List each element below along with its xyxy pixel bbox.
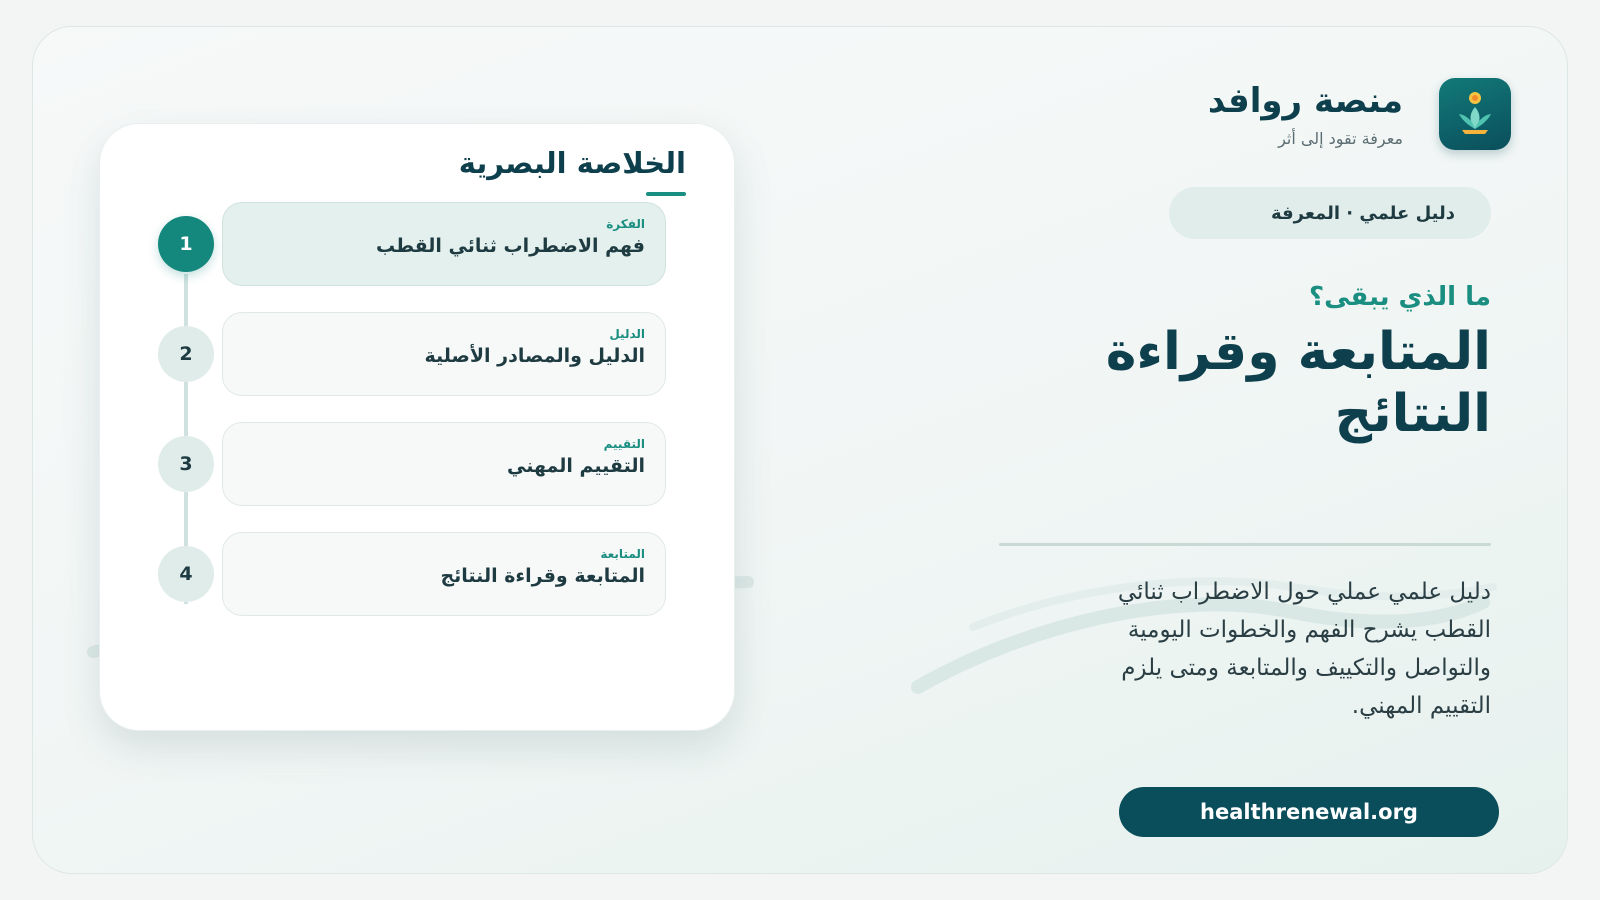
step-number-1: 1 <box>158 216 214 272</box>
step-item-followup[interactable] <box>222 532 666 616</box>
lotus-sun-icon <box>1439 78 1511 150</box>
step-number-3: 3 <box>158 436 214 492</box>
step-tag: الفكرة <box>606 217 645 231</box>
step-label: المتابعة وقراءة النتائج <box>440 565 645 587</box>
step-tag: التقييم <box>603 437 645 451</box>
step-number-4: 4 <box>158 546 214 602</box>
brand-text <box>1208 81 1403 148</box>
section-question: ما الذي يبقى؟ <box>1309 282 1491 312</box>
website-link[interactable]: healthrenewal.org <box>1119 787 1499 837</box>
step-label: الدليل والمصادر الأصلية <box>424 345 645 367</box>
step-number-2: 2 <box>158 326 214 382</box>
step-tag: المتابعة <box>600 547 645 561</box>
brand-header <box>1208 78 1511 150</box>
step-item-evidence[interactable] <box>222 312 666 396</box>
step-label: فهم الاضطراب ثنائي القطب <box>375 235 645 257</box>
brand-tagline: معرفة تقود إلى أثر <box>1278 128 1403 148</box>
category-pill: دليل علمي · المعرفة <box>1169 187 1491 239</box>
page-title: المتابعة وقراءة النتائج <box>1105 322 1491 444</box>
card-title: الخلاصة البصرية <box>458 146 686 180</box>
title-underline <box>646 192 686 196</box>
brand-name: منصة روافد <box>1207 80 1403 121</box>
step-item-idea[interactable] <box>222 202 666 286</box>
step-label: التقييم المهني <box>506 455 645 477</box>
step-tag: الدليل <box>609 327 645 341</box>
description-text: دليل علمي عملي حول الاضطراب ثنائي القطب يشرح الفهم والخطوات اليومية والتواصل والتكييف والمتابعة ومتى يلزم التقييم المهني. <box>1117 579 1491 719</box>
slide-frame <box>32 26 1568 874</box>
step-item-assessment[interactable] <box>222 422 666 506</box>
visual-summary-card <box>99 123 735 731</box>
divider <box>999 543 1491 546</box>
